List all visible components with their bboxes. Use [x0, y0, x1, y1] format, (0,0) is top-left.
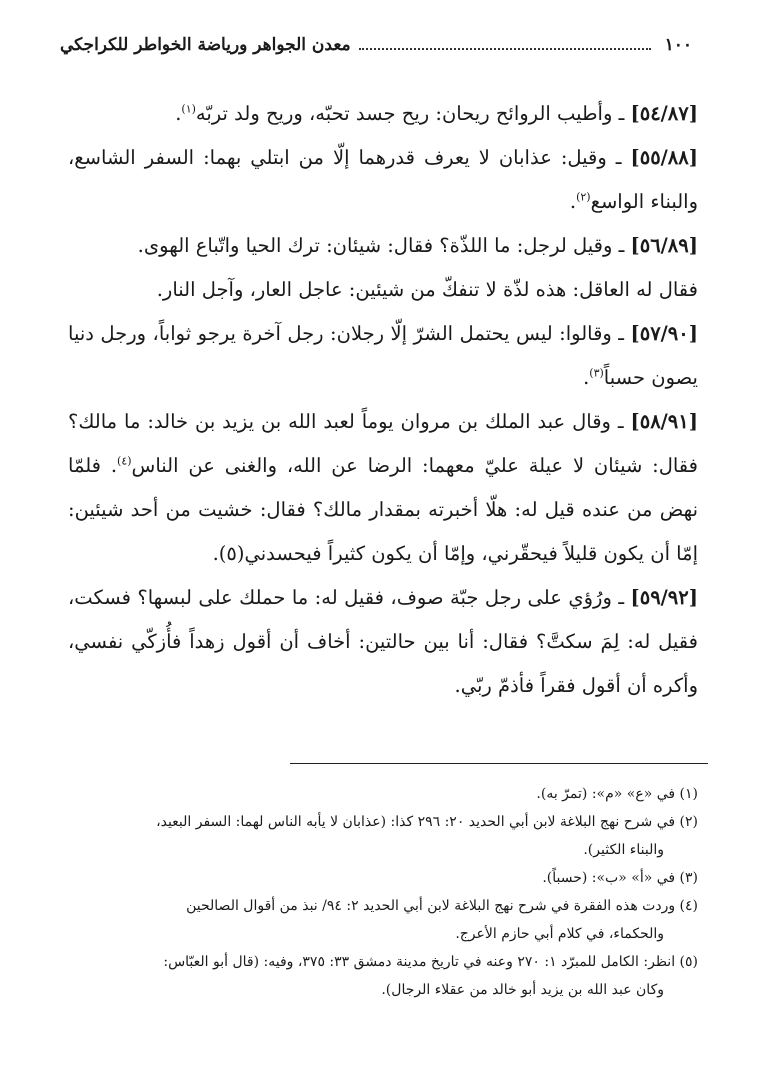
paragraph-text: ـ وقيل لرجل: ما اللذّة؟ فقال: شيئان: ترك الحيا واتّباع الهوى.: [137, 234, 631, 257]
paragraph-ref: [٥٦/٨٩]: [630, 234, 698, 257]
footnote-5: (٥) انظر: الكامل للمبرّد ١: ٢٧٠ وعنه في تاريخ مدينة دمشق ٣٣: ٣٧٥، وفيه: (قال أبو العبّاس:: [163, 954, 698, 970]
running-header: [60, 30, 692, 60]
paragraph-89: [68, 224, 698, 268]
paragraph-tail: .: [569, 190, 577, 213]
paragraph-ref: [٥٩/٩٢]: [630, 586, 698, 609]
footnotes: [70, 780, 698, 1004]
footnote-separator: [290, 763, 708, 764]
paragraph-ref: [٥٥/٨٨]: [630, 146, 698, 169]
footnote-5-continuation: وكان عبد الله بن يزيد أبو خالد من عقلاء الرجال).: [381, 982, 664, 998]
paragraph-87: [68, 92, 698, 136]
paragraph-tail: .: [175, 102, 182, 125]
paragraph-88: [68, 136, 698, 224]
paragraph-ref: [٥٨/٩١]: [630, 410, 698, 433]
paragraph-92: [68, 576, 698, 708]
paragraph-text: فقال له العاقل: هذه لذّة لا تنفكّ من شيئين: عاجل العار، وآجل النار.: [156, 278, 698, 301]
footnote-marker: (٣): [589, 366, 604, 380]
footnote-4: (٤) وردت هذه الفقرة في شرح نهج البلاغة لابن أبي الحديد ٢: ٩٤/ نبذ من أقوال الصالحين: [186, 898, 698, 914]
footnote-3: (٣) في «أ» «ب»: (حسباً).: [542, 870, 698, 886]
footnote-4-continuation: والحكماء، في كلام أبي حازم الأعرج.: [455, 926, 664, 942]
paragraph-text: ـ وقالوا: ليس يحتمل الشرّ إلّا رجلان: رجل آخرة يرجو ثواباً، ورجل دنيا يصون حسباً: [68, 322, 698, 389]
paragraph-ref: [٥٧/٩٠]: [630, 322, 698, 345]
footnote-1: (١) في «ع» «م»: (تمرّ به).: [536, 786, 698, 802]
paragraph-91: [68, 400, 698, 576]
footnote-marker: (٢): [576, 190, 591, 204]
paragraph-tail: .: [583, 366, 590, 389]
paragraph-ref: [٥٤/٨٧]: [630, 102, 698, 125]
header-dotted-leader: [359, 48, 651, 50]
paragraph-text: ـ وأطيب الروائح ريحان: ريح جسد تحبّه، وريح ولد تربّه: [195, 102, 631, 125]
paragraph-tail: . فلمّا نهض من عنده قيل له: هلّا أخبرته بمقدار مالك؟ فقال: خشيت من أحد شيئين: إمّا أن يكون قليلاً فيحقّرني، وإمّا أن يكون كثيراً فيحسدني(٥).: [68, 454, 698, 565]
paragraph-text: ـ وقال عبد الملك بن مروان يوماً لعبد الله بن يزيد بن خالد: ما مالك؟ فقال: شيئان لا عيلة عليّ معهما: الرضا عن الله، والغنى عن الناس: [68, 410, 698, 477]
page-number: ١٠٠: [664, 35, 692, 55]
main-text: [68, 92, 698, 708]
footnote-marker: (٤): [117, 454, 132, 468]
paragraph-text: ـ وقيل: عذابان لا يعرف قدرهما إلّا من ابتلي بهما: السفر الشاسع، والبناء الواسع: [68, 146, 698, 213]
book-title: معدن الجواهر ورياضة الخواطر للكراجكي: [60, 35, 351, 55]
paragraph-89-continuation: [68, 268, 698, 312]
paragraph-text: ـ ورُؤي على رجل جبّة صوف، فقيل له: ما حملك على لبسها؟ فسكت، فقيل له: لِمَ سكتَّ؟ فقال: أنا بين حالتين: أخاف أن أقول زهداً فأُزكّي نفسي، وأكره أن أقول فقراً فأذمّ ربّي.: [68, 586, 698, 697]
paragraph-90: [68, 312, 698, 400]
footnote-2-continuation: والبناء الكثير).: [583, 842, 664, 858]
footnote-marker: (١): [181, 102, 196, 116]
footnote-2: (٢) في شرح نهج البلاغة لابن أبي الحديد ٢٠: ٢٩٦ كذا: (عذابان لا يأبه الناس لهما: السفر البعيد،: [156, 814, 698, 830]
